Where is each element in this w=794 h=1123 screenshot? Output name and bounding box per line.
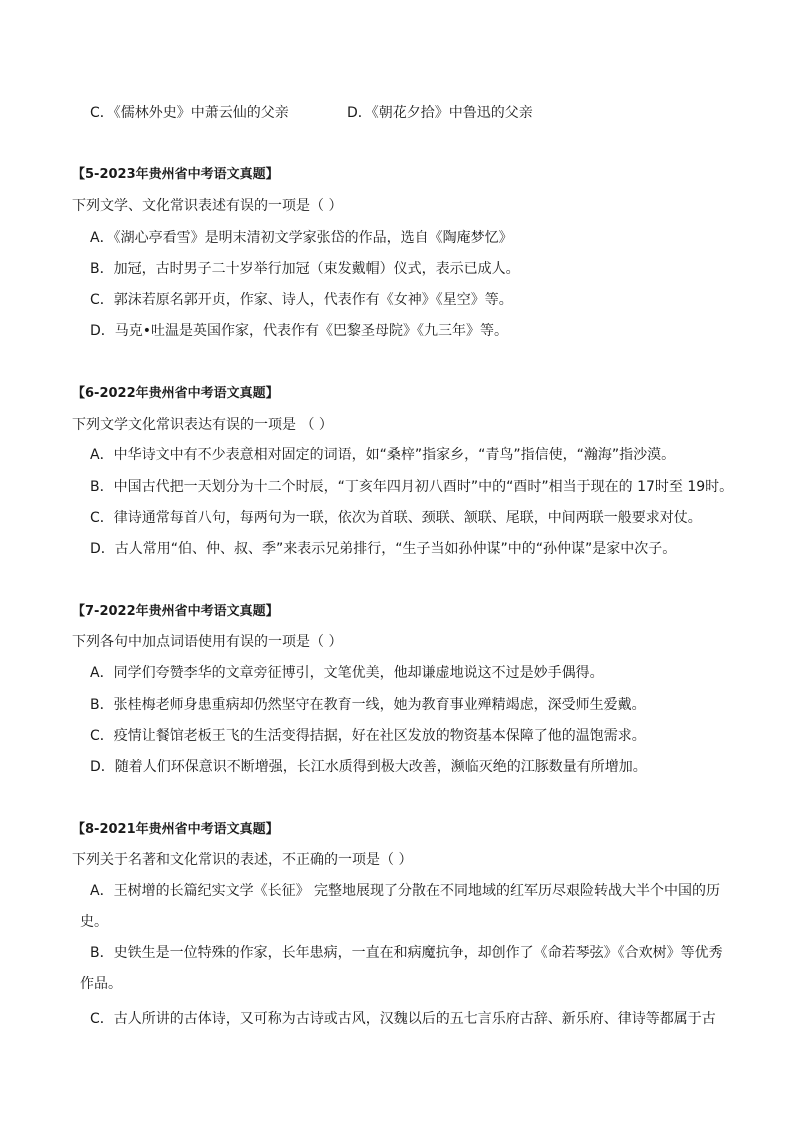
question-6-stem: 下列文学文化常识表达有误的一项是 （ ） bbox=[72, 417, 333, 433]
question-8-option-a-continued: 史。 bbox=[80, 914, 108, 930]
question-8-option-a: A．王树增的长篇纪实文学《长征》 完整地展现了分散在不同地域的红军历尽艰险转战大半个中国的历 bbox=[90, 883, 721, 899]
question-5-option-d: D．马克•吐温是英国作家，代表作有《巴黎圣母院》《九三年》等。 bbox=[90, 323, 509, 339]
question-6-option-a: A．中华诗文中有不少表意相对固定的词语，如“桑梓”指家乡，“青鸟”指信使，“瀚海”指沙漠。 bbox=[90, 447, 676, 463]
question-5-option-a: A．《湖心亭看雪》是明末清初文学家张岱的作品，选自《陶庵梦忆》 bbox=[90, 230, 513, 246]
question-6-heading: 【6-2022年贵州省中考语文真题】 bbox=[72, 386, 279, 401]
question-5-heading: 【5-2023年贵州省中考语文真题】 bbox=[72, 167, 279, 182]
question-7-option-d: D．随着人们环保意识不断增强，长江水质得到极大改善，濒临灭绝的江豚数量有所增加。 bbox=[90, 759, 647, 775]
question-8-option-c: C．古人所讲的古体诗，又可称为古诗或古风，汉魏以后的五七言乐府古辞、新乐府、律诗等都属于古 bbox=[90, 1011, 716, 1027]
question-7-option-a: A．同学们夸赞李华的文章旁征博引，文笔优美，他却谦虚地说这不过是妙手偶得。 bbox=[90, 665, 604, 681]
option-c: C．《儒林外史》中萧云仙的父亲 bbox=[90, 105, 289, 121]
question-8-option-b: B．史铁生是一位特殊的作家，长年患病，一直在和病魔抗争，却创作了《命若琴弦》《合欢树》等优秀 bbox=[90, 945, 723, 961]
question-7-option-c: C．疫情让餐馆老板王飞的生活变得拮据，好在社区发放的物资基本保障了他的温饱需求。 bbox=[90, 728, 646, 744]
question-5-stem: 下列文学、文化常识表述有误的一项是（ ） bbox=[72, 198, 343, 214]
question-7-heading: 【7-2022年贵州省中考语文真题】 bbox=[72, 604, 279, 619]
question-5-option-c: C．郭沫若原名郭开贞，作家、诗人，代表作有《女神》《星空》等。 bbox=[90, 292, 513, 308]
question-8-option-b-continued: 作品。 bbox=[80, 976, 122, 992]
question-8-heading: 【8-2021年贵州省中考语文真题】 bbox=[72, 822, 279, 837]
option-d: D．《朝花夕拾》中鲁迅的父亲 bbox=[347, 105, 533, 121]
question-7-stem: 下列各句中加点词语使用有误的一项是（ ） bbox=[72, 634, 343, 650]
question-6-option-d: D．古人常用“伯、仲、叔、季”来表示兄弟排行，“生子当如孙仲谋”中的“孙仲谋”是家中次子。 bbox=[90, 541, 677, 557]
question-6-option-c: C．律诗通常每首八句，每两句为一联，依次为首联、颈联、颔联、尾联，中间两联一般要求对仗。 bbox=[90, 510, 702, 526]
question-8-stem: 下列关于名著和文化常识的表述，不正确的一项是（ ） bbox=[72, 852, 413, 868]
question-6-option-b: B．中国古代把一天划分为十二个时辰，“丁亥年四月初八酉时”中的“酉时”相当于现在的 17时至 19时。 bbox=[90, 479, 734, 495]
question-5-option-b: B．加冠，古时男子二十岁举行加冠（束发戴帽）仪式，表示已成人。 bbox=[90, 261, 520, 277]
question-7-option-b: B．张桂梅老师身患重病却仍然坚守在教育一线，她为教育事业殚精竭虑，深受师生爱戴。 bbox=[90, 697, 646, 713]
